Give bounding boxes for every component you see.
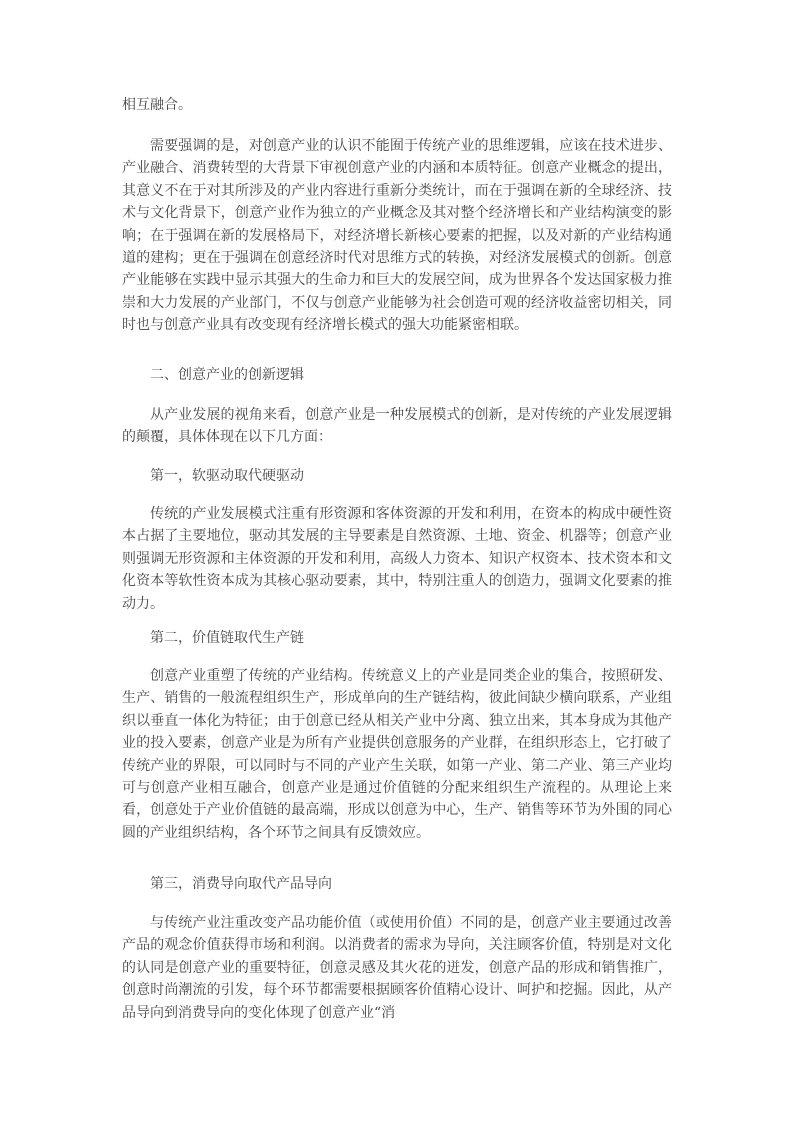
paragraph-development-perspective: 从产业发展的视角来看，创意产业是一种发展模式的创新，是对传统的产业发展逻辑的颠覆，具体体现在以下几方面： [122,407,672,446]
paragraph-creative-industry-emphasis: 需要强调的是，对创意产业的认识不能囿于传统产业的思维逻辑，应该在技术进步、产业融合、消费转型的大背景下审视创意产业的内涵和本质特征。创意产业概念的提出，其意义不在于对其所涉及的产业内容进行重新分类统计，而在于强调在新的全球经济、技术与文化背景下，创意产业作为独立的产业概念及其对整个经济增长和产业结构演变的影响；在于强调在新的发展格局下，对经济增长新核心要素的把握，以及对新的产业结构通道的建构；更在于强调在创意经济时代对思维方式的转换，对经济发展模式的创新。创意产业能够在实践中显示其强大的生命力和巨大的发展空间，成为世界各个发达国家极力推崇和大力发展的产业部门，不仅与创意产业能够为社会创造可观的经济收益密切相关，同时也与创意产业具有改变现有经济增长模式的强大功能紧密相联。 [122,138,672,334]
paragraph-soft-drive: 传统的产业发展模式注重有形资源和客体资源的开发和利用，在资本的构成中硬性资本占据了主要地位，驱动其发展的主导要素是自然资源、土地、资金、机器等；创意产业则强调无形资源和主体资源的开发和利用，高级人力资本、知识产权资本、技术资本和文化资本等软性资本成为其核心驱动要素，其中，特别注重人的创造力，强调文化要素的推动力。 [122,506,672,612]
subheading-soft-drive: 第一，软驱动取代硬驱动 [150,468,304,484]
paragraph-continuation: 相互融合。 [122,97,192,113]
section-heading-innovation-logic: 二、创意产业的创新逻辑 [150,367,304,383]
paragraph-consumer-orientation: 与传统产业注重改变产品功能价值（或使用价值）不同的是，创意产业主要通过改善产品的观念价值获得市场和利润。以消费者的需求为导向，关注顾客价值，特别是对文化的认同是创意产业的重要特征，创意灵感及其火花的迸发，创意产品的形成和销售推广，创意时尚潮流的引发，每个环节都需要根据顾客价值精心设计、呵护和挖掘。因此，从产品导向到消费导向的变化体现了创意产业“消 [122,915,672,1021]
paragraph-value-chain: 创意产业重塑了传统的产业结构。传统意义上的产业是同类企业的集合，按照研发、生产、销售的一般流程组织生产，形成单向的生产链结构，彼此间缺少横向联系，产业组织以垂直一体化为特征；由于创意已经从相关产业中分离、独立出来，其本身成为其他产业的投入要素，创意产业是为所有产业提供创意服务的产业群，在组织形态上，它打破了传统产业的界限，可以同时与不同的产业产生关联，如第一产业、第二产业、第三产业均可与创意产业相互融合，创意产业是通过价值链的分配来组织生产流程的。从理论上来看，创意处于产业价值链的最高端，形成以创意为中心，生产、销售等环节为外围的同心圆的产业组织结构，各个环节之间具有反馈效应。 [122,668,672,841]
subheading-value-chain: 第二，价值链取代生产链 [150,630,304,646]
subheading-consumer-orientation: 第三，消费导向取代产品导向 [150,876,332,892]
